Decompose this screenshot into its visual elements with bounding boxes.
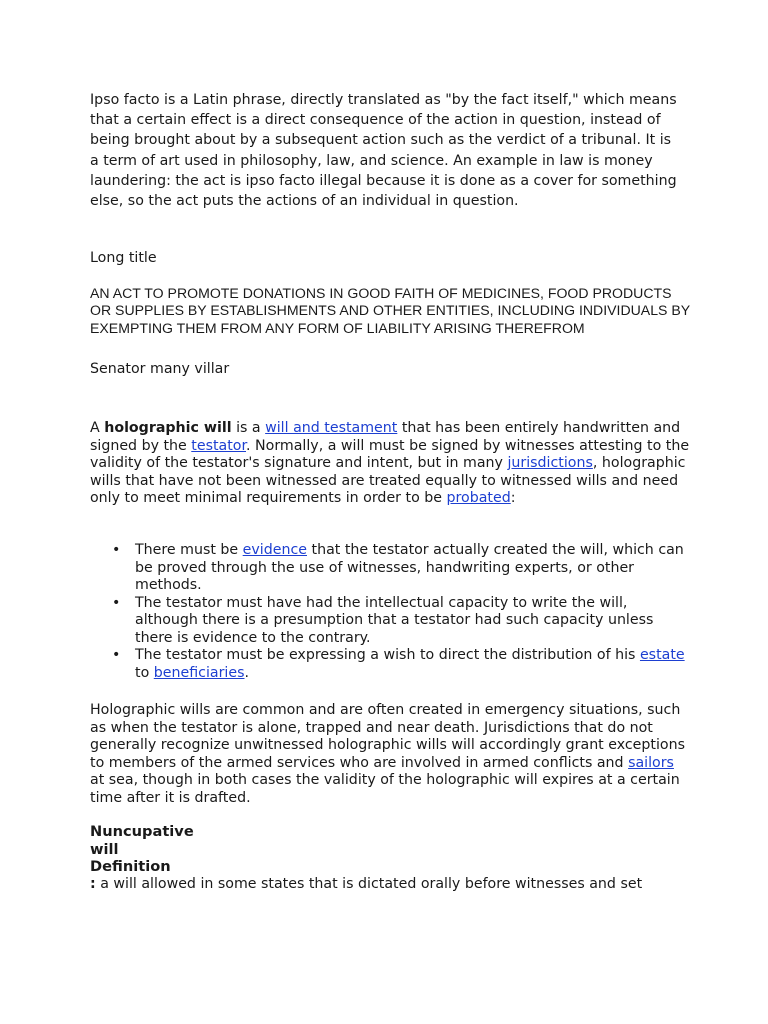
text-segment: is a	[231, 420, 266, 436]
estate-link[interactable]: estate	[639, 647, 685, 663]
bullet-icon: •	[112, 647, 121, 663]
text-segment: :	[510, 490, 516, 506]
text-segment: , holographic wills that have not been witnessed are treated equally to witnessed wills and need only to meet minimal requirements in order to be	[90, 455, 686, 506]
definition-label: Definition	[90, 858, 171, 876]
definition-text: a will allowed in some states that is dictated orally before witnesses and set	[95, 876, 643, 892]
text-segment: There must be	[135, 542, 243, 558]
bullet-icon: •	[112, 542, 121, 558]
will-and-testament-link[interactable]: will and testament	[265, 420, 398, 436]
text-segment: A	[90, 420, 105, 436]
bullet-icon: •	[112, 594, 121, 611]
definition-colon: :	[90, 876, 96, 892]
text-segment: . Normally, a will must be signed by witnesses attesting to the validity of the testator's signature and intent, but in many	[90, 437, 690, 471]
text-segment: The testator must have had the intellectual capacity to write the will, although there is a presumption that a testator had such capacity unless there is evidence to the contrary.	[135, 594, 654, 646]
text-segment: at sea, though in both cases the validity of the holographic will expires at a certain time after it is drafted.	[90, 772, 680, 806]
beneficiaries-link[interactable]: beneficiaries	[153, 664, 245, 681]
jurisdictions-link[interactable]: jurisdictions	[507, 455, 593, 471]
testator-link[interactable]: testator	[191, 437, 246, 454]
senator-line: Senator many villar	[90, 361, 230, 377]
holographic-will-term: holographic will	[104, 420, 232, 436]
probated-link[interactable]: probated	[446, 490, 511, 506]
emergency-wills-paragraph	[90, 702, 690, 807]
list-item	[90, 647, 690, 682]
list-item	[90, 595, 690, 648]
intro-text: Ipso facto is a Latin phrase, directly translated as "by the fact itself," which means that a certain effect is a direct consequence of the action in question, instead of being brought about by a subsequent action such as the verdict of a tribunal. It is a term of art used in philosophy, law, and science. An example in law is money laundering: the act is ipso facto illegal because it is done as a cover for something else, so the act puts the actions of an individual in question.	[90, 92, 677, 210]
list-item	[90, 542, 690, 595]
text-segment: .	[244, 664, 250, 681]
nuncupative-heading	[90, 823, 690, 876]
requirements-list	[90, 542, 690, 682]
text-segment: Holographic wills are common and are often created in emergency situations, such as when the testator is alone, trapped and near death. Jurisdictions that do not generally recognize unwitnessed holographic wills will accordingly grant exceptions to members of the armed services who are involved in armed conflicts and	[90, 702, 685, 771]
sailors-link[interactable]: sailors	[628, 754, 674, 771]
intro-paragraph	[90, 90, 680, 211]
text-segment: to	[135, 664, 154, 681]
long-title-heading: Long title	[90, 250, 157, 266]
text-segment: that the testator actually created the will, which can be proved through the use of witnesses, handwriting experts, or other methods.	[135, 542, 684, 593]
definition-line	[90, 876, 690, 894]
holographic-will-paragraph	[90, 420, 690, 508]
evidence-link[interactable]: evidence	[242, 542, 307, 558]
act-title-text: AN ACT TO PROMOTE DONATIONS IN GOOD FAITH OF MEDICINES, FOOD PRODUCTS OR SUPPLIES BY ESTABLISHMENTS AND OTHER ENTITIES, INCLUDING INDIVIDUALS BY EXEMPTING THEM FROM ANY FORM OF LIABILITY ARISING THEREFROM	[90, 285, 690, 336]
text-segment: The testator must be expressing a wish to direct the distribution of his	[135, 647, 640, 663]
heading-line: will	[90, 840, 119, 858]
text-segment: that has been entirely handwritten and signed by the	[90, 420, 681, 454]
heading-line: Nuncupative	[90, 823, 194, 840]
